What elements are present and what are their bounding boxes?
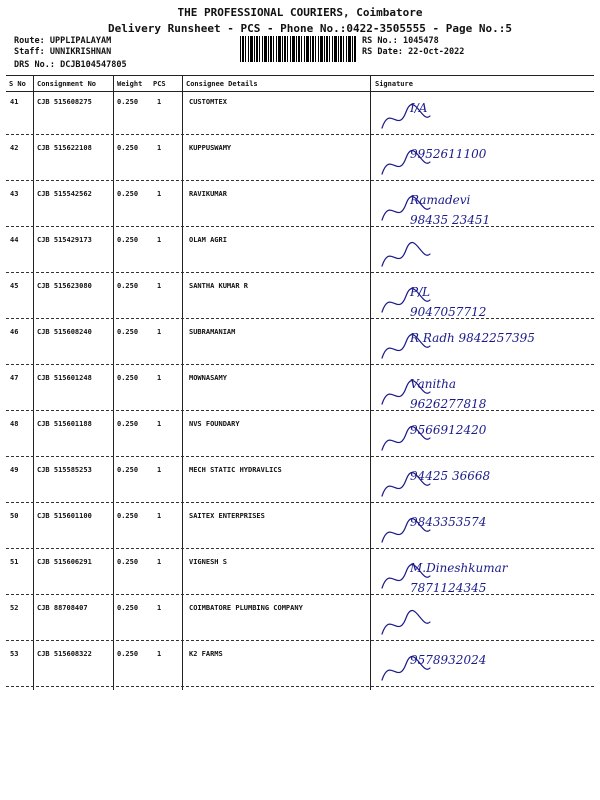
staff-value: UNNIKRISHNAN xyxy=(49,47,112,57)
row-separator xyxy=(6,318,594,319)
row-sno: 50 xyxy=(10,512,19,520)
row-consignee: CUSTOMTEX xyxy=(189,98,227,106)
row-consignment-no: CJB 515601248 xyxy=(37,374,92,382)
rs-no-label: RS No.: xyxy=(362,36,398,46)
row-consignment-no: CJB 515608322 xyxy=(37,650,92,658)
row-pcs: 1 xyxy=(157,420,162,428)
row-separator xyxy=(6,640,594,641)
row-consignee: VIGNESH S xyxy=(189,558,227,566)
row-consignee: MOWNASAMY xyxy=(189,374,227,382)
route-line xyxy=(14,36,111,46)
rs-date-value: 22-Oct-2022 xyxy=(408,47,465,57)
drs-value: DCJB104547805 xyxy=(60,60,127,70)
row-sno: 43 xyxy=(10,190,19,198)
rs-date-label: RS Date: xyxy=(362,47,403,57)
row-pcs: 1 xyxy=(157,558,162,566)
col-header-consignee: Consignee Details xyxy=(186,80,258,88)
row-consignment-no: CJB 515608240 xyxy=(37,328,92,336)
row-sno: 47 xyxy=(10,374,19,382)
row-consignee: SUBRAMANIAM xyxy=(189,328,236,336)
row-weight: 0.250 xyxy=(117,374,139,382)
row-weight: 0.250 xyxy=(117,604,139,612)
row-consignee: KUPPUSWAMY xyxy=(189,144,232,152)
col-header-signature: Signature xyxy=(375,80,413,88)
row-consignment-no: CJB 515601188 xyxy=(37,420,92,428)
row-consignment-no: CJB 88708407 xyxy=(37,604,88,612)
signature-text: P/L xyxy=(410,285,431,299)
row-sno: 53 xyxy=(10,650,19,658)
row-consignment-no: CJB 515608275 xyxy=(37,98,92,106)
col-header-consignment: Consignment No xyxy=(37,80,97,88)
row-pcs: 1 xyxy=(157,282,162,290)
row-sno: 41 xyxy=(10,98,19,106)
row-weight: 0.250 xyxy=(117,144,139,152)
row-sno: 42 xyxy=(10,144,19,152)
row-separator xyxy=(6,502,594,503)
row-consignee: RAVIKUMAR xyxy=(189,190,227,198)
row-pcs: 1 xyxy=(157,328,162,336)
row-weight: 0.250 xyxy=(117,650,139,658)
signature-text: I/A xyxy=(410,101,428,115)
table-top-rule xyxy=(6,75,594,76)
row-weight: 0.250 xyxy=(117,512,139,520)
row-separator xyxy=(6,410,594,411)
route-label: Route: xyxy=(14,36,45,46)
signature-phone: 9626277818 xyxy=(410,397,487,411)
signature-text: Vanitha xyxy=(410,377,456,391)
row-pcs: 1 xyxy=(157,98,162,106)
drs-line xyxy=(14,60,127,70)
row-separator xyxy=(6,134,594,135)
signature-text: M.Dineshkumar xyxy=(410,561,508,575)
row-pcs: 1 xyxy=(157,374,162,382)
column-divider xyxy=(113,75,114,690)
row-consignment-no: CJB 515623080 xyxy=(37,282,92,290)
company-title: THE PROFESSIONAL COURIERS, Coimbatore xyxy=(177,6,423,19)
table-header-rule xyxy=(6,91,594,92)
row-separator xyxy=(6,456,594,457)
signature-text: 9566912420 xyxy=(410,423,487,437)
row-consignment-no: CJB 515606291 xyxy=(37,558,92,566)
rs-no-value: 1045478 xyxy=(402,36,439,46)
row-separator xyxy=(6,364,594,365)
row-consignee: SANTHA KUMAR R xyxy=(189,282,249,290)
route-value: UPPLIPALAYAM xyxy=(49,36,112,46)
staff-label: Staff: xyxy=(14,47,45,57)
row-weight: 0.250 xyxy=(117,558,139,566)
signature-phone: 98435 23451 xyxy=(410,213,491,227)
signature-phone: 7871124345 xyxy=(410,581,487,595)
signature-text: R Radh 9842257395 xyxy=(410,331,535,345)
row-weight: 0.250 xyxy=(117,328,139,336)
row-sno: 51 xyxy=(10,558,19,566)
row-sno: 49 xyxy=(10,466,19,474)
row-separator xyxy=(6,226,594,227)
drs-label: DRS No.: xyxy=(14,60,55,70)
signature-stroke xyxy=(382,242,430,266)
row-consignee: MECH STATIC HYDRAVLICS xyxy=(189,466,282,474)
row-sno: 45 xyxy=(10,282,19,290)
signature-stroke xyxy=(382,610,430,634)
row-sno: 44 xyxy=(10,236,19,244)
row-pcs: 1 xyxy=(157,512,162,520)
row-sno: 48 xyxy=(10,420,19,428)
row-weight: 0.250 xyxy=(117,420,139,428)
row-consignment-no: CJB 515622108 xyxy=(37,144,92,152)
runsheet-subtitle: Delivery Runsheet - PCS - Phone No.:0422-3505555 - Page No.:5 xyxy=(108,22,512,35)
row-consignment-no: CJB 515585253 xyxy=(37,466,92,474)
col-header-weight: Weight xyxy=(117,80,143,88)
signature-text: Ramadevi xyxy=(410,193,471,207)
row-consignee: K2 FARMS xyxy=(189,650,223,658)
row-separator xyxy=(6,548,594,549)
signature-text: 9952611100 xyxy=(410,147,487,161)
row-weight: 0.250 xyxy=(117,282,139,290)
row-weight: 0.250 xyxy=(117,236,139,244)
row-pcs: 1 xyxy=(157,190,162,198)
barcode xyxy=(240,36,356,62)
row-separator xyxy=(6,594,594,595)
rs-date-line xyxy=(362,47,464,57)
signature-text: 9578932024 xyxy=(410,653,487,667)
row-consignment-no: CJB 515542562 xyxy=(37,190,92,198)
col-header-pcs: PCS xyxy=(153,80,166,88)
row-consignee: NVS FOUNDARY xyxy=(189,420,240,428)
row-separator xyxy=(6,180,594,181)
signature-phone: 9047057712 xyxy=(410,305,487,319)
row-pcs: 1 xyxy=(157,144,162,152)
row-weight: 0.250 xyxy=(117,98,139,106)
row-sno: 46 xyxy=(10,328,19,336)
row-pcs: 1 xyxy=(157,236,162,244)
row-consignment-no: CJB 515429173 xyxy=(37,236,92,244)
row-pcs: 1 xyxy=(157,466,162,474)
row-consignee: COIMBATORE PLUMBING COMPANY xyxy=(189,604,303,612)
column-divider xyxy=(182,75,183,690)
col-header-sno: S No xyxy=(9,80,26,88)
row-consignment-no: CJB 515601100 xyxy=(37,512,92,520)
row-separator xyxy=(6,686,594,687)
row-weight: 0.250 xyxy=(117,190,139,198)
row-weight: 0.250 xyxy=(117,466,139,474)
row-consignee: OLAM AGRI xyxy=(189,236,227,244)
row-separator xyxy=(6,272,594,273)
rs-no-line xyxy=(362,36,439,46)
row-pcs: 1 xyxy=(157,604,162,612)
staff-line xyxy=(14,47,111,57)
row-consignee: SAITEX ENTERPRISES xyxy=(189,512,265,520)
row-sno: 52 xyxy=(10,604,19,612)
column-divider xyxy=(33,75,34,690)
signature-text: 9843353574 xyxy=(410,515,487,529)
row-pcs: 1 xyxy=(157,650,162,658)
signature-text: 94425 36668 xyxy=(410,469,491,483)
